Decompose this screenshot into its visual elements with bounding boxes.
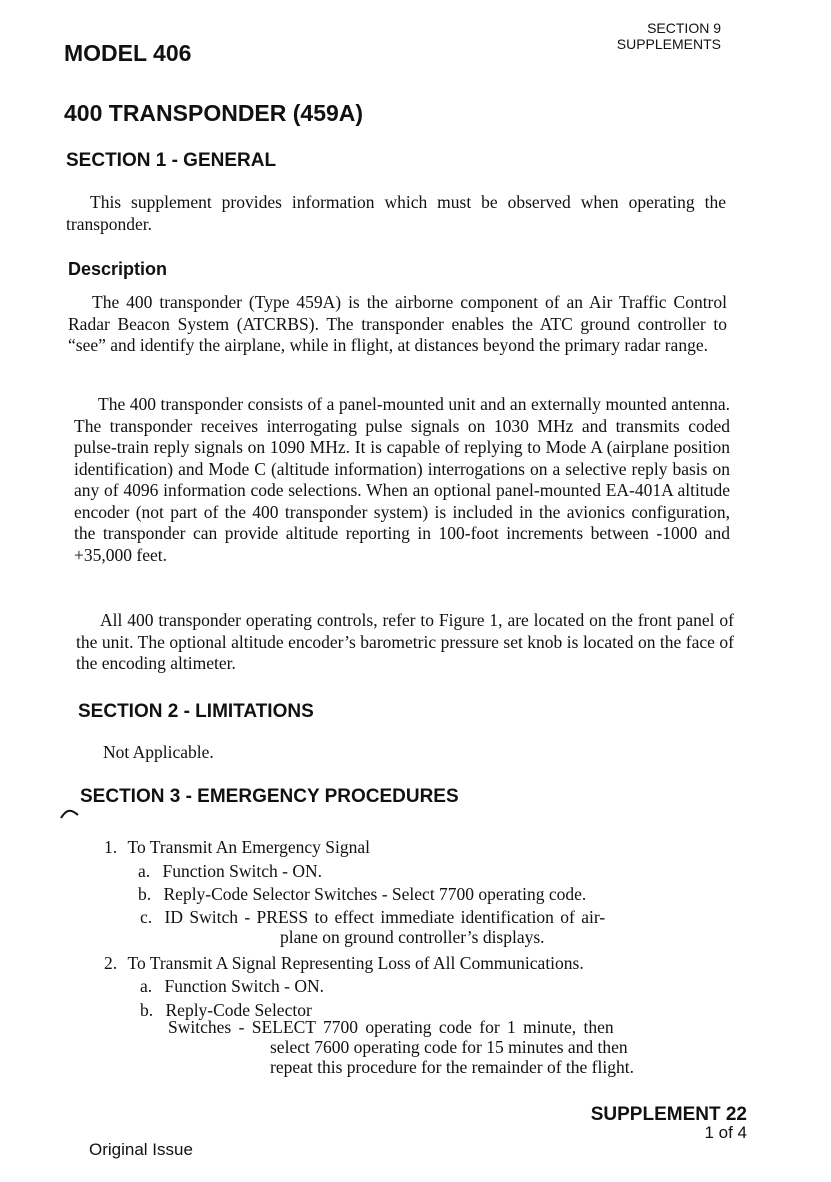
para3-text: All 400 transponder operating controls, refer to Figure 1, are located on the front panel of the unit. The optional altitude encoder’s barometric pressure set knob is located on the face of the encoding altimeter. bbox=[76, 610, 734, 673]
procedure-item-2 bbox=[104, 952, 584, 976]
procedure-item-1 bbox=[104, 836, 370, 860]
item-text: Function Switch - ON. bbox=[162, 861, 322, 881]
item-letter: b. bbox=[140, 1000, 154, 1020]
item-number: 1. bbox=[104, 837, 118, 857]
para1-text: The 400 transponder (Type 459A) is the airborne component of an Air Traffic Control Radar Beacon System (ATCRBS). The transponder enables the ATC ground controller to “see” and identify the airplane, while in flight, at distances beyond the primary radar range. bbox=[68, 292, 727, 355]
para2-text: The 400 transponder consists of a panel-mounted unit and an externally mounted antenna. The transponder receives interrogating pulse signals on 1030 MHz and transmits coded pulse-train reply signals on 1090 MHz. It is capable of replying to Mode A (airplane position identification) and Mode C (altitude information) interrogations on a selective reply basis on any of 4096 information code selections. When an optional panel-mounted EA-401A altitude encoder (not part of the 400 transponder system) is included in the avionics configuration, the transponder can provide altitude reporting in 100-foot increments between -1000 and +35,000 feet. bbox=[74, 394, 730, 565]
procedure-item-1c-continued: plane on ground controller’s displays. bbox=[280, 927, 545, 947]
section3-heading: SECTION 3 - EMERGENCY PROCEDURES bbox=[80, 786, 459, 807]
description-heading: Description bbox=[68, 259, 168, 279]
description-paragraph-3 bbox=[76, 610, 734, 675]
issue-label: Original Issue bbox=[89, 1140, 193, 1159]
section-number: SECTION 9 bbox=[647, 20, 721, 36]
item-letter: a. bbox=[140, 976, 153, 996]
intro-paragraph bbox=[66, 192, 726, 235]
procedure-item-2b-line4: repeat this procedure for the remainder of the flight. bbox=[270, 1057, 634, 1077]
item-letter: c. bbox=[140, 907, 153, 927]
item-number: 2. bbox=[104, 953, 118, 973]
supplement-title: 400 TRANSPONDER (459A) bbox=[64, 100, 364, 126]
item-letter: a. bbox=[138, 861, 151, 881]
item-text: ID Switch - PRESS to effect immediate identification of air- bbox=[164, 907, 606, 927]
item-text: Reply-Code Selector Switches - Select 7700 operating code. bbox=[163, 884, 587, 904]
description-paragraph-2 bbox=[74, 394, 730, 566]
section-subtitle: SUPPLEMENTS bbox=[616, 36, 721, 52]
section2-heading: SECTION 2 - LIMITATIONS bbox=[78, 701, 314, 722]
description-paragraph-1 bbox=[68, 292, 727, 357]
item-letter: b. bbox=[138, 884, 152, 904]
procedure-item-1a bbox=[138, 860, 322, 884]
section1-heading: SECTION 1 - GENERAL bbox=[66, 150, 277, 171]
margin-mark bbox=[60, 806, 80, 820]
section-header bbox=[617, 20, 721, 52]
item-text: To Transmit An Emergency Signal bbox=[127, 837, 370, 857]
supplement-number: SUPPLEMENT 22 bbox=[590, 1104, 747, 1125]
item-text: Function Switch - ON. bbox=[164, 976, 324, 996]
page-number: 1 of 4 bbox=[704, 1123, 747, 1142]
intro-text: This supplement provides information which must be observed when operating the transponder. bbox=[66, 192, 726, 234]
procedure-item-2a bbox=[140, 975, 324, 999]
procedure-item-2b-line3: select 7600 operating code for 15 minutes and then bbox=[270, 1037, 628, 1057]
procedure-item-1b bbox=[138, 883, 586, 907]
footer-supplement bbox=[591, 1106, 747, 1142]
limitations-text: Not Applicable. bbox=[103, 742, 214, 762]
model-title: MODEL 406 bbox=[64, 40, 192, 66]
procedure-item-2b-line2: Switches - SELECT 7700 operating code for 1 minute, then bbox=[168, 1017, 614, 1037]
item-text: Reply-Code Selector bbox=[165, 1000, 312, 1020]
item-text: To Transmit A Signal Representing Loss of All Communications. bbox=[127, 953, 584, 973]
